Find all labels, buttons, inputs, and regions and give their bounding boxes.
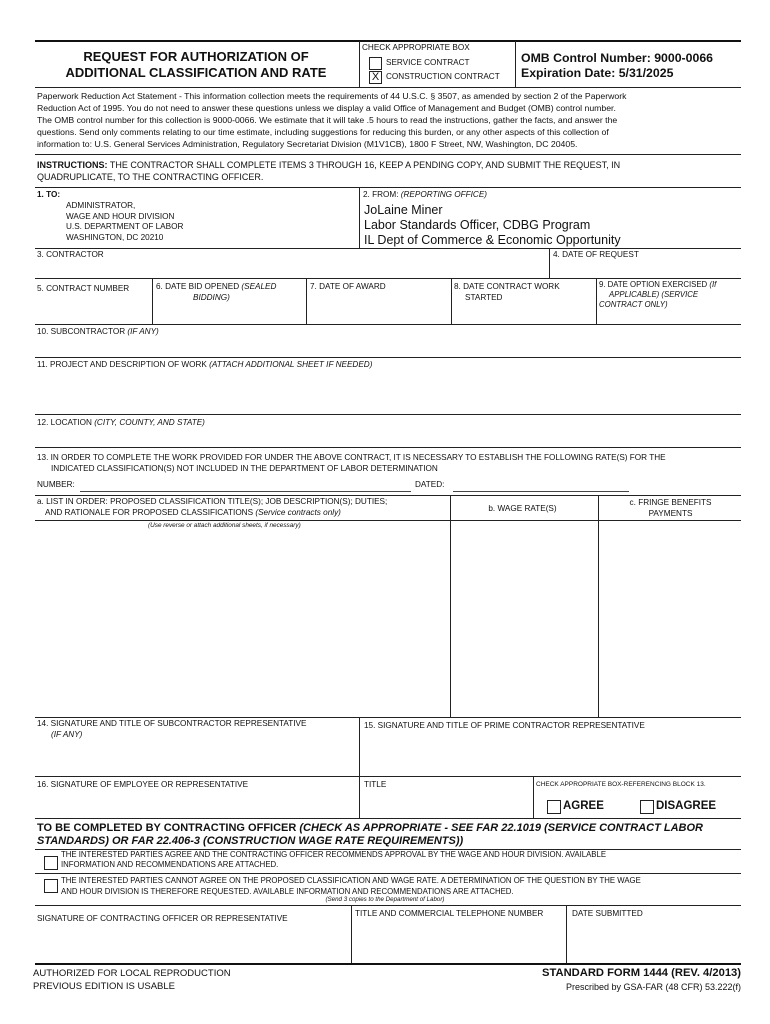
subcontractor-field[interactable] bbox=[37, 327, 159, 338]
paperwork-line: The OMB control number for this collection is 9000-0066. We estimate that it will take .5 hours to read the instructions, gather the facts, and answer the bbox=[37, 115, 618, 125]
form-title bbox=[35, 49, 357, 81]
rule bbox=[35, 873, 741, 874]
rule bbox=[35, 357, 741, 358]
date-of-award-field[interactable]: 7. DATE OF AWARD bbox=[310, 282, 386, 291]
omb-control-number: OMB Control Number: 9000-0066 bbox=[521, 51, 714, 65]
option1-line: THE INTERESTED PARTIES AGREE AND THE CONTRACTING OFFICER RECOMMENDS APPROVAL BY THE WAGE AND HOUR DIVISION. AVAILABLE bbox=[61, 850, 607, 859]
footer-left-line: AUTHORIZED FOR LOCAL REPRODUCTION bbox=[33, 968, 231, 979]
option2-line: THE INTERESTED PARTIES CANNOT AGREE ON THE PROPOSED CLASSIFICATION AND WAGE RATE. A DETERMINATION OF THE QUESTION BY THE WAGE bbox=[61, 876, 641, 885]
date-bid-label: 6. DATE BID OPENED bbox=[156, 282, 242, 291]
item13-line-2: INDICATED CLASSIFICATION(S) NOT INCLUDED IN THE DEPARTMENT OF LABOR DETERMINATION bbox=[51, 463, 438, 473]
divider bbox=[306, 278, 307, 324]
col-a-header-note: (Service contracts only) bbox=[255, 507, 341, 517]
officer-heading-note-2: STANDARDS) OR FAR 22.406-3 (CONSTRUCTION WAGE RATE REQUIREMENTS)) bbox=[37, 835, 464, 847]
to-address-line: ADMINISTRATOR, bbox=[66, 201, 136, 210]
date-bid-note-2: BIDDING) bbox=[193, 292, 230, 302]
paperwork-line: questions. Send only comments relating to our time estimate, including suggestions for reducing this burden, or any other aspects of this collection of bbox=[37, 127, 609, 137]
rule bbox=[35, 447, 741, 448]
title-field[interactable]: TITLE bbox=[364, 780, 387, 789]
rule bbox=[35, 248, 741, 249]
sub-signature-note: (IF ANY) bbox=[51, 729, 83, 739]
rule bbox=[35, 414, 741, 415]
project-description-field[interactable] bbox=[37, 360, 372, 371]
fringe-benefits-textarea[interactable] bbox=[599, 521, 740, 716]
recommend-approval-text bbox=[61, 850, 606, 870]
option1-line-2: INFORMATION AND RECOMMENDATIONS ARE ATTACHED. bbox=[61, 860, 279, 869]
from-title[interactable]: Labor Standards Officer, CDBG Program bbox=[364, 218, 591, 232]
location-note: (CITY, COUNTY, AND STATE) bbox=[94, 418, 205, 427]
col-a-note: (Use reverse or attach additional sheets, if necessary) bbox=[148, 522, 301, 529]
form-title-line1: REQUEST FOR AUTHORIZATION OF bbox=[83, 49, 309, 64]
date-started-label-2: STARTED bbox=[465, 292, 503, 302]
agree-label: AGREE bbox=[563, 800, 604, 812]
instructions-text-2: QUADRUPLICATE, TO THE CONTRACTING OFFICER. bbox=[37, 172, 264, 182]
omb-expiration-date: Expiration Date: 5/31/2025 bbox=[521, 66, 674, 80]
paperwork-line: Paperwork Reduction Act Statement - This information collection meets the requirements of 44 U.S.C. § 3507, as amended by section 2 of the Paperwork bbox=[37, 91, 627, 101]
date-work-started-field[interactable] bbox=[454, 282, 560, 303]
paperwork-line: Reduction Act of 1995. You do not need to answer these questions unless we display a valid Office of Management and Budget (OMB) control number. bbox=[37, 103, 616, 113]
from-label bbox=[363, 190, 487, 201]
subcontractor-label: 10. SUBCONTRACTOR bbox=[37, 327, 128, 336]
sub-signature-label: 14. SIGNATURE AND TITLE OF SUBCONTRACTOR REPRESENTATIVE bbox=[37, 719, 307, 728]
date-option-note-2: APPLICABLE) (SERVICE bbox=[609, 290, 699, 299]
rule bbox=[35, 324, 741, 325]
divider bbox=[359, 41, 360, 87]
construction-contract-label: CONSTRUCTION CONTRACT bbox=[386, 72, 500, 81]
dated-input-line[interactable] bbox=[453, 491, 629, 492]
request-determination-checkbox[interactable] bbox=[44, 879, 58, 893]
divider bbox=[515, 41, 516, 87]
disagree-checkbox[interactable] bbox=[640, 800, 654, 814]
agree-checkbox[interactable] bbox=[547, 800, 561, 814]
date-of-request-field[interactable]: 4. DATE OF REQUEST bbox=[553, 250, 639, 259]
divider bbox=[596, 278, 597, 324]
service-contract-label: SERVICE CONTRACT bbox=[386, 58, 470, 67]
location-field[interactable] bbox=[37, 418, 205, 429]
col-a-header-line: a. LIST IN ORDER: PROPOSED CLASSIFICATION TITLE(S); JOB DESCRIPTION(S); DUTIES; bbox=[37, 497, 388, 506]
officer-heading-note: (CHECK AS APPROPRIATE - SEE FAR 22.1019 (SERVICE CONTRACT LABOR bbox=[299, 822, 703, 834]
employee-signature-field[interactable]: 16. SIGNATURE OF EMPLOYEE OR REPRESENTATIVE bbox=[37, 780, 249, 789]
footer-right bbox=[542, 966, 741, 993]
rule bbox=[35, 187, 741, 188]
form-title-line2: ADDITIONAL CLASSIFICATION AND RATE bbox=[65, 65, 327, 80]
omb-info bbox=[521, 51, 713, 81]
send-copies-note: (Send 3 copies to the Department of Labor) bbox=[325, 896, 445, 903]
divider bbox=[533, 776, 534, 818]
divider bbox=[152, 278, 153, 324]
date-option-exercised-field[interactable] bbox=[599, 280, 716, 310]
to-address-line: WAGE AND HOUR DIVISION bbox=[66, 211, 175, 221]
rule bbox=[35, 87, 741, 88]
rule bbox=[35, 776, 741, 777]
date-option-note-3: CONTRACT ONLY) bbox=[599, 300, 668, 309]
instructions-text: THE CONTRACTOR SHALL COMPLETE ITEMS 3 THROUGH 16, KEEP A PENDING COPY, AND SUBMIT THE REQUEST, IN bbox=[107, 160, 621, 170]
contractor-field[interactable]: 3. CONTRACTOR bbox=[37, 250, 104, 259]
paperwork-statement bbox=[37, 90, 626, 150]
option2-line-2: AND HOUR DIVISION IS THEREFORE REQUESTED. AVAILABLE INFORMATION AND RECOMMENDATIONS ARE ATTACHED. bbox=[61, 886, 514, 896]
construction-contract-checkbox[interactable] bbox=[369, 71, 382, 84]
instructions bbox=[37, 159, 620, 183]
project-note: (ATTACH ADDITIONAL SHEET IF NEEDED) bbox=[209, 360, 373, 369]
title-phone-field[interactable]: TITLE AND COMMERCIAL TELEPHONE NUMBER bbox=[355, 909, 544, 918]
instructions-label: INSTRUCTIONS: bbox=[37, 160, 108, 170]
footer-left-line-2: PREVIOUS EDITION IS USABLE bbox=[33, 981, 176, 992]
divider bbox=[359, 717, 360, 818]
rule bbox=[35, 495, 741, 496]
rule bbox=[35, 154, 741, 155]
service-contract-checkbox[interactable] bbox=[369, 57, 382, 70]
divider bbox=[566, 905, 567, 963]
col-a-header-line-2: AND RATIONALE FOR PROPOSED CLASSIFICATIONS bbox=[45, 507, 256, 517]
prescribed-by: Prescribed by GSA-FAR (48 CFR) 53.222(f) bbox=[565, 982, 741, 992]
top-rule bbox=[35, 40, 741, 42]
check-box-heading: CHECK APPROPRIATE BOX bbox=[362, 43, 470, 52]
prime-signature-field[interactable]: 15. SIGNATURE AND TITLE OF PRIME CONTRACTOR REPRESENTATIVE bbox=[364, 721, 645, 730]
number-input-line[interactable] bbox=[80, 491, 411, 492]
dated-label: DATED: bbox=[415, 480, 445, 489]
to-address bbox=[66, 201, 183, 243]
rule bbox=[35, 905, 741, 906]
date-option-label: 9. DATE OPTION EXERCISED bbox=[599, 280, 710, 289]
checkmark-x-icon: X bbox=[371, 71, 380, 83]
officer-signature-field[interactable]: SIGNATURE OF CONTRACTING OFFICER OR REPRESENTATIVE bbox=[37, 914, 288, 923]
item13-statement bbox=[37, 453, 666, 474]
to-address-line: WASHINGTON, DC 20210 bbox=[66, 232, 164, 242]
number-label: NUMBER: bbox=[37, 480, 75, 489]
officer-heading-text: TO BE COMPLETED BY CONTRACTING OFFICER bbox=[37, 822, 300, 834]
from-label-note: (REPORTING OFFICE) bbox=[398, 190, 488, 199]
footer-left bbox=[33, 967, 231, 993]
subcontractor-note: (IF ANY) bbox=[127, 327, 159, 336]
rule bbox=[35, 818, 741, 819]
col-c-header-line-2: PAYMENTS bbox=[648, 508, 693, 518]
rule bbox=[35, 278, 741, 279]
check-block13-label: CHECK APPROPRIATE BOX-REFERENCING BLOCK 13. bbox=[536, 781, 706, 788]
request-determination-text bbox=[61, 876, 641, 897]
col-c-header bbox=[600, 498, 741, 519]
date-started-label: 8. DATE CONTRACT WORK bbox=[454, 282, 560, 291]
item13-line: 13. IN ORDER TO COMPLETE THE WORK PROVIDED FOR UNDER THE ABOVE CONTRACT, IT IS NECESSARY TO ESTABLISH THE FOLLOWING RATE(S) FOR THE bbox=[37, 453, 666, 462]
contract-number-field[interactable]: 5. CONTRACT NUMBER bbox=[37, 284, 130, 293]
paperwork-line: information to: U.S. General Services Administration, Regulatory Secretariat Division (M1V1CB), 1800 F Street, NW, Washington, DC 20405. bbox=[37, 139, 578, 149]
subcontractor-signature-field[interactable] bbox=[37, 719, 306, 740]
divider bbox=[351, 905, 352, 963]
date-option-note: (If bbox=[709, 280, 717, 289]
col-a-header bbox=[37, 497, 387, 518]
project-label: 11. PROJECT AND DESCRIPTION OF WORK bbox=[37, 360, 210, 369]
from-label-text: 2. FROM: bbox=[363, 190, 399, 199]
divider bbox=[359, 187, 360, 248]
to-address-line: U.S. DEPARTMENT OF LABOR bbox=[66, 222, 184, 231]
recommend-approval-checkbox[interactable] bbox=[44, 856, 58, 870]
bottom-rule bbox=[35, 963, 741, 965]
location-label: 12. LOCATION bbox=[37, 418, 95, 427]
disagree-label: DISAGREE bbox=[656, 800, 717, 812]
classification-textarea[interactable] bbox=[36, 521, 449, 716]
col-c-header-line: c. FRINGE BENEFITS bbox=[629, 498, 712, 507]
from-name[interactable]: JoLaine Miner bbox=[364, 203, 443, 217]
divider bbox=[451, 278, 452, 324]
divider bbox=[549, 248, 550, 278]
form-number: STANDARD FORM 1444 (REV. 4/2013) bbox=[542, 967, 741, 979]
date-bid-note: (SEALED bbox=[241, 282, 277, 291]
date-submitted-field[interactable]: DATE SUBMITTED bbox=[572, 909, 643, 918]
col-b-header: b. WAGE RATE(S) bbox=[488, 504, 557, 513]
wage-rate-textarea[interactable] bbox=[451, 521, 597, 716]
from-department[interactable]: IL Dept of Commerce & Economic Opportunity bbox=[364, 233, 621, 247]
date-bid-opened-field[interactable] bbox=[156, 282, 276, 303]
rule bbox=[35, 717, 741, 718]
officer-heading bbox=[37, 822, 703, 848]
to-label: 1. TO: bbox=[37, 190, 61, 199]
